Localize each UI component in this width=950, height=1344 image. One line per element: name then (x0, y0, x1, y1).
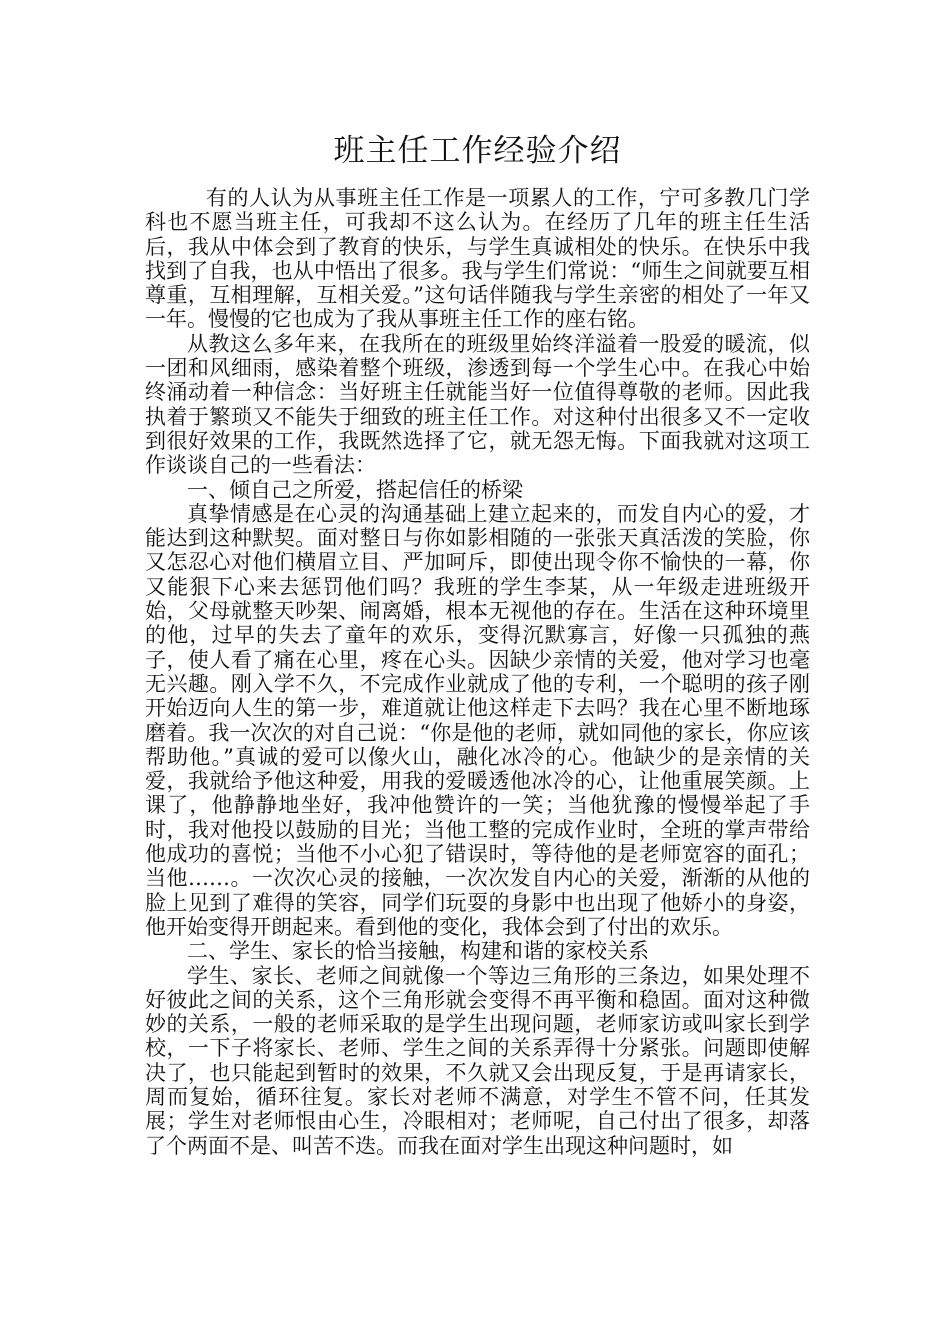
paragraph-love-story: 真挚情感是在心灵的沟通基础上建立起来的，而发自内心的爱，才能达到这种默契。面对整日与你如影相随的一张张天真活泼的笑脸，你又怎忍心对他们横眉立目、严加呵斥，即使出现令你不愉快的一幕，你又能狠下心来去惩罚他们吗？我班的学生李某，从一年级走进班级开始，父母就整天吵架、闹离婚，根本无视他的存在。生活在这种环境里的他，过早的失去了童年的欢乐，变得沉默寡言，好像一只孤独的燕子，使人看了痛在心里，疼在心头。因缺少亲情的关爱，他对学习也毫无兴趣。刚入学不久，不完成作业就成了他的专利，一个聪明的孩子刚开始迈向人生的第一步，难道就让他这样走下去吗？我在心里不断地琢磨着。我一次次的对自己说：“你是他的老师，就如同他的家长，你应该帮助他。”真诚的爱可以像火山，融化冰冷的心。他缺少的是亲情的关爱，我就给予他这种爱，用我的爱暖透他冰冷的心，让他重展笑颜。上课了，他静静地坐好，我冲他赞许的一笑；当他犹豫的慢慢举起了手时，我对他投以鼓励的目光；当他工整的完成作业时，全班的掌声带给他成功的喜悦；当他不小心犯了错误时，等待他的是老师宽容的面孔；当他……。一次次心灵的接触，一次次发自内心的关爱，渐渐的从他的脸上见到了难得的笑容，同学们玩耍的身影中也出现了他娇小的身姿，他开始变得开朗起来。看到他的变化，我体会到了付出的欢乐。 (145, 501, 810, 939)
section-heading-2: 二、学生、家长的恰当接触，构建和谐的家校关系 (187, 939, 649, 964)
document-page (145, 128, 810, 1158)
paragraph-belief: 从教这么多年来，在我所在的班级里始终洋溢着一股爱的暖流，似一团和风细雨，感染着整个班级，渗透到每一个学生心中。在我心中始终涌动着一种信念：当好班主任就能当好一位值得尊敬的老师。因此我执着于繁琐又不能失于细致的班主任工作。对这种付出很多又不一定收到很好效果的工作，我既然选择了它，就无怨无悔。下面我就对这项工作谈谈自己的一些看法： (145, 331, 810, 478)
document-title: 班主任工作经验介绍 (333, 133, 622, 169)
section-heading-1: 一、倾自己之所爱，搭起信任的桥梁 (187, 477, 523, 502)
paragraph-intro: 有的人认为从事班主任工作是一项累人的工作，宁可多教几门学科也不愿当班主任，可我却不这么认为。在经历了几年的班主任生活后，我从中体会到了教育的快乐，与学生真诚相处的快乐。在快乐中我找到了自我，也从中悟出了很多。我与学生们常说：“师生之间就要互相尊重，互相理解，互相关爱。”这句话伴随我与学生亲密的相处了一年又一年。慢慢的它也成为了我从事班主任工作的座右铭。 (145, 186, 810, 332)
paragraph-home-school: 学生、家长、老师之间就像一个等边三角形的三条边，如果处理不好彼此之间的关系，这个三角形就会变得不再平衡和稳固。面对这种微妙的关系，一般的老师采取的是学生出现问题，老师家访或叫家长到学校，一下子将家长、老师、学生之间的关系弄得十分紧张。问题即使解决了，也只能起到暂时的效果，不久就又会出现反复，于是再请家长，周而复始，循环往复。家长对老师不满意，对学生不管不问，任其发展；学生对老师恨由心生，冷眼相对；老师呢，自己付出了很多，却落了个两面不是、叫苦不迭。而我在面对学生出现这种问题时，如 (145, 963, 810, 1158)
